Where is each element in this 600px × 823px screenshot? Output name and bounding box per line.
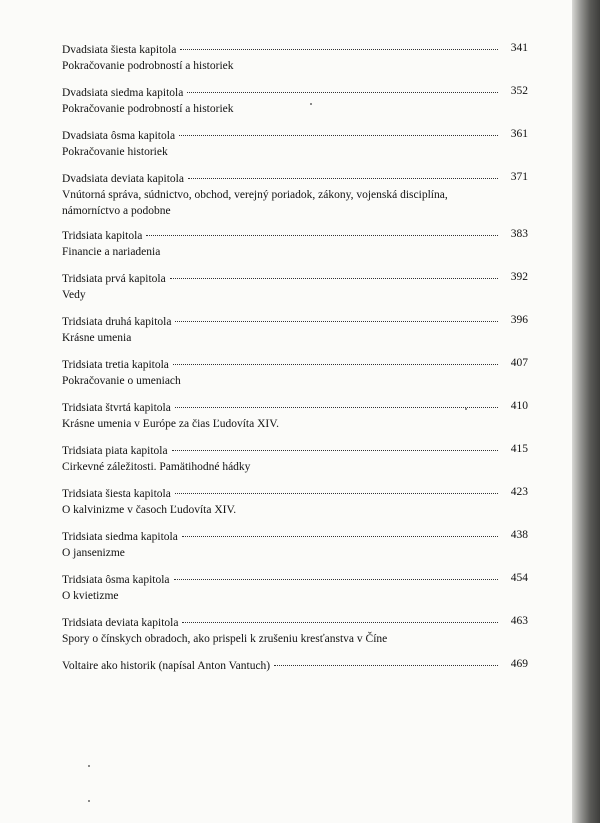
toc-entry-heading xyxy=(62,357,502,373)
chapter-title: Tridsiata druhá kapitola xyxy=(62,316,172,328)
chapter-subtitle: Krásne umenia v Európe za čias Ľudovíta XIV. xyxy=(62,418,279,430)
dot-leader xyxy=(187,92,498,93)
chapter-title: Tridsiata piata kapitola xyxy=(62,445,168,457)
dot-leader xyxy=(175,493,498,494)
toc-entry xyxy=(62,658,528,701)
paper-speck xyxy=(465,408,467,410)
chapter-title: Tridsiata deviata kapitola xyxy=(62,617,179,629)
toc-entry-heading xyxy=(62,443,502,459)
page-number: 463 xyxy=(510,615,528,627)
paper-speck xyxy=(88,765,90,767)
page-number: 383 xyxy=(510,228,528,240)
dot-leader xyxy=(170,278,498,279)
chapter-title: Tridsiata tretia kapitola xyxy=(62,359,169,371)
toc-entry xyxy=(62,271,528,314)
page-number: 396 xyxy=(510,314,528,326)
toc-entry-heading xyxy=(62,171,502,187)
chapter-subtitle: Financie a nariadenia xyxy=(62,246,161,258)
toc-entry-heading xyxy=(62,400,502,416)
page-number: 361 xyxy=(510,128,528,140)
dot-leader xyxy=(182,622,498,623)
paper-speck xyxy=(88,800,90,802)
chapter-subtitle: Krásne umenia xyxy=(62,332,132,344)
chapter-subtitle: O kalvinizme v časoch Ľudovíta XIV. xyxy=(62,504,237,516)
toc-entry-heading xyxy=(62,42,502,58)
toc-entry-heading xyxy=(62,128,502,144)
chapter-title: Dvadsiata deviata kapitola xyxy=(62,173,184,185)
toc-entry xyxy=(62,443,528,486)
chapter-subtitle: Pokračovanie historiek xyxy=(62,146,168,158)
page-number: 352 xyxy=(510,85,528,97)
page-number: 454 xyxy=(510,572,528,584)
dot-leader xyxy=(172,450,498,451)
toc-entry xyxy=(62,228,528,271)
chapter-subtitle: Vedy xyxy=(62,289,86,301)
chapter-title: Tridsiata ôsma kapitola xyxy=(62,574,170,586)
chapter-subtitle: Vnútorná správa, súdnictvo, obchod, verejný poriadok, zákony, vojenská disciplína, xyxy=(62,189,448,201)
chapter-title: Tridsiata štvrtá kapitola xyxy=(62,402,171,414)
toc-entry xyxy=(62,572,528,615)
dot-leader xyxy=(175,321,498,322)
toc-entry-heading xyxy=(62,658,502,674)
chapter-subtitle: Cirkevné záležitosti. Pamätihodné hádky xyxy=(62,461,251,473)
toc-entry xyxy=(62,486,528,529)
chapter-subtitle: Pokračovanie o umeniach xyxy=(62,375,181,387)
chapter-subtitle-continued: námorníctvo a podobne xyxy=(62,205,171,217)
chapter-title: Tridsiata kapitola xyxy=(62,230,143,242)
chapter-title: Voltaire ako historik (napísal Anton Vantuch) xyxy=(62,660,271,672)
toc-entry-heading xyxy=(62,486,502,502)
toc-entry xyxy=(62,128,528,171)
toc-entry xyxy=(62,615,528,658)
dot-leader xyxy=(274,665,498,666)
chapter-subtitle: Spory o čínskych obradoch, ako prispeli k zrušeniu kresťanstva v Číne xyxy=(62,633,388,645)
chapter-title: Dvadsiata ôsma kapitola xyxy=(62,130,176,142)
chapter-title: Dvadsiata šiesta kapitola xyxy=(62,44,177,56)
page-number: 371 xyxy=(510,171,528,183)
page-number: 423 xyxy=(510,486,528,498)
chapter-title: Dvadsiata siedma kapitola xyxy=(62,87,184,99)
dot-leader xyxy=(173,364,498,365)
dot-leader xyxy=(146,235,498,236)
toc-entry xyxy=(62,42,528,85)
toc-entry-heading xyxy=(62,529,502,545)
chapter-title: Tridsiata siedma kapitola xyxy=(62,531,178,543)
toc-entry-heading xyxy=(62,314,502,330)
dot-leader xyxy=(179,135,498,136)
toc-entry xyxy=(62,529,528,572)
paper-speck xyxy=(310,103,312,105)
toc-entry-heading xyxy=(62,572,502,588)
chapter-title: Tridsiata šiesta kapitola xyxy=(62,488,171,500)
dot-leader xyxy=(182,536,498,537)
dot-leader xyxy=(174,579,498,580)
toc-entry xyxy=(62,85,528,128)
dot-leader xyxy=(188,178,498,179)
page-number: 407 xyxy=(510,357,528,369)
page-number: 392 xyxy=(510,271,528,283)
chapter-subtitle: O kvietizme xyxy=(62,590,119,602)
table-of-contents xyxy=(62,42,528,701)
page-number: 341 xyxy=(510,42,528,54)
page-number: 415 xyxy=(510,443,528,455)
toc-entry xyxy=(62,400,528,443)
chapter-subtitle: O jansenizme xyxy=(62,547,125,559)
page-number: 438 xyxy=(510,529,528,541)
chapter-subtitle: Pokračovanie podrobností a historiek xyxy=(62,103,234,115)
page-number: 410 xyxy=(510,400,528,412)
toc-entry-heading xyxy=(62,615,502,631)
toc-entry xyxy=(62,171,528,228)
page-number: 469 xyxy=(510,658,528,670)
dot-leader xyxy=(175,407,498,408)
chapter-subtitle: Pokračovanie podrobností a historiek xyxy=(62,60,234,72)
page-edge-shadow xyxy=(572,0,600,823)
toc-entry xyxy=(62,357,528,400)
toc-entry-heading xyxy=(62,271,502,287)
toc-entry-heading xyxy=(62,85,502,101)
toc-entry xyxy=(62,314,528,357)
chapter-title: Tridsiata prvá kapitola xyxy=(62,273,166,285)
toc-entry-heading xyxy=(62,228,502,244)
dot-leader xyxy=(180,49,498,50)
